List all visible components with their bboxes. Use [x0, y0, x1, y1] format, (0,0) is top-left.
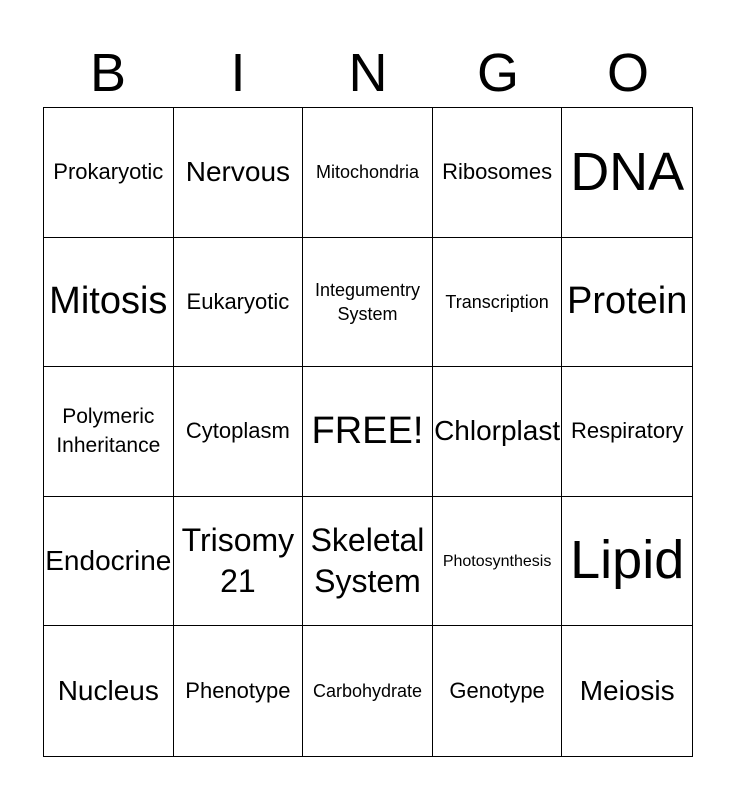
- bingo-cell[interactable]: [44, 626, 174, 756]
- bingo-cell[interactable]: [433, 497, 563, 627]
- bingo-cell-label: Polymeric Inheritance: [56, 405, 161, 458]
- bingo-cell[interactable]: [303, 626, 433, 756]
- bingo-cell-label: Integumentry System: [314, 279, 421, 324]
- bingo-cell-label: Skeletal System: [310, 522, 425, 600]
- bingo-cell[interactable]: [433, 238, 563, 368]
- bingo-cell[interactable]: [44, 497, 174, 627]
- header-letter-g: G: [476, 43, 519, 103]
- header-letter-i: I: [230, 43, 246, 103]
- bingo-cell[interactable]: [433, 626, 563, 756]
- bingo-cell[interactable]: [174, 108, 304, 238]
- bingo-cell[interactable]: [433, 108, 563, 238]
- bingo-cell-label: Photosynthesis: [442, 552, 552, 570]
- bingo-cell-label: Cytoplasm: [185, 418, 290, 444]
- bingo-cell[interactable]: [562, 367, 692, 497]
- bingo-cell-label: Eukaryotic: [186, 288, 290, 314]
- bingo-cell-label: Carbohydrate: [312, 681, 423, 702]
- bingo-cell[interactable]: [562, 108, 692, 238]
- bingo-cell-label: Meiosis: [579, 674, 675, 706]
- bingo-cell[interactable]: [174, 367, 304, 497]
- bingo-cell-label: Nervous: [185, 155, 291, 187]
- header-letter-o: O: [606, 43, 649, 103]
- bingo-cell-label: Nucleus: [57, 674, 159, 706]
- bingo-cell[interactable]: [44, 108, 174, 238]
- bingo-cell-label: Respiratory: [570, 418, 684, 444]
- bingo-cell-label: FREE!: [311, 409, 424, 452]
- bingo-cell[interactable]: [44, 367, 174, 497]
- bingo-cell[interactable]: [174, 626, 304, 756]
- bingo-cell-label: Genotype: [449, 678, 545, 704]
- bingo-cell-label: Mitochondria: [315, 162, 420, 183]
- bingo-cell[interactable]: [303, 497, 433, 627]
- bingo-cell-label: Trisomy 21: [181, 522, 295, 600]
- bingo-cell-label: Mitosis: [49, 279, 168, 322]
- bingo-header: [43, 40, 693, 106]
- bingo-board: [43, 107, 693, 757]
- bingo-cell-label: Ribosomes: [442, 159, 553, 185]
- header-letter-n: N: [348, 43, 388, 103]
- bingo-cell-label: Protein: [566, 279, 688, 322]
- bingo-cell-label: Endocrine: [45, 544, 172, 576]
- bingo-cell[interactable]: [44, 238, 174, 368]
- bingo-cell[interactable]: [433, 367, 563, 497]
- bingo-cell[interactable]: [562, 626, 692, 756]
- bingo-cell-label: Chlorplast: [434, 415, 561, 447]
- bingo-cell[interactable]: [562, 497, 692, 627]
- bingo-cell[interactable]: [562, 238, 692, 368]
- bingo-cell[interactable]: [174, 497, 304, 627]
- bingo-cell[interactable]: [174, 238, 304, 368]
- header-letter-b: B: [89, 43, 127, 103]
- bingo-cell[interactable]: [303, 367, 433, 497]
- bingo-cell-label: Transcription: [445, 291, 549, 312]
- bingo-cell[interactable]: [303, 238, 433, 368]
- bingo-cell-label: DNA: [570, 141, 685, 202]
- bingo-cell[interactable]: [303, 108, 433, 238]
- bingo-cell-label: Phenotype: [185, 678, 291, 704]
- bingo-cell-label: Lipid: [570, 530, 685, 591]
- bingo-cell-label: Prokaryotic: [53, 159, 164, 185]
